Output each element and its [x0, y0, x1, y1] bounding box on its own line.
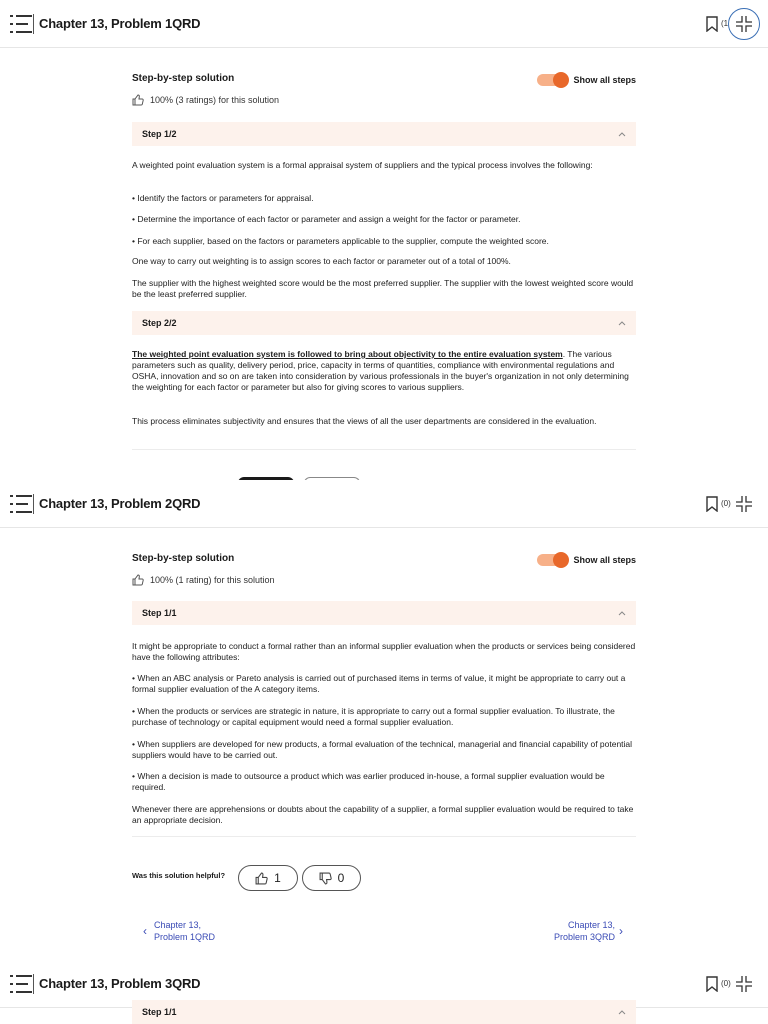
next-link-line1: Chapter 13, [567, 920, 615, 930]
dislike-button[interactable] [302, 865, 361, 891]
collapse-icon[interactable] [735, 495, 753, 513]
like-button[interactable] [238, 865, 298, 891]
chevron-up-icon [618, 130, 626, 138]
like-count: 1 [274, 871, 281, 885]
step-paragraph: The supplier with the highest weighted score would be the most preferred supplier. The supplier with the lowest weighted score would be the least preferred supplier. [132, 278, 634, 299]
step-label: Step 1/2 [142, 129, 177, 139]
bookmark-icon[interactable] [706, 496, 718, 512]
dislike-count: 0 [337, 871, 345, 885]
step-paragraph: • When suppliers are developed for new products, a formal evaluation of the technical, managerial and financial capability of potential suppliers would have to be carried out. [132, 739, 633, 760]
next-link-line2: Problem 3QRD [553, 932, 615, 942]
bookmark-count: (0) [721, 979, 731, 988]
sbs-title: Step-by-step solution [132, 553, 235, 564]
chevron-up-icon [618, 1008, 626, 1016]
toggle-switch[interactable] [537, 74, 567, 86]
thumbs-up-icon [132, 574, 144, 586]
solution-header [132, 552, 636, 592]
emphasis-rest: . The various parameters such as quality, delivery period, price, capacity in terms of quantities, compliance with environmental regulations and OSHA, innovation and so on are taken into consideration by various professionals in the buyer's organization in not only determining the weighting for each factor or parameter but also for giving scores to various suppliers. [132, 349, 629, 392]
next-problem-link[interactable] [549, 919, 615, 943]
step-paragraph: Whenever there are apprehensions or doubts about the capability of a supplier, a formal supplier evaluation would be required to take an appropriate decision. [132, 804, 634, 825]
prev-link-line1: Chapter 13, [154, 920, 202, 930]
rating [132, 574, 275, 586]
header-divider [33, 14, 34, 34]
step-paragraph: • When a decision is made to outsource a product which was earlier produced in-house, a formal supplier evaluation would be required. [132, 771, 605, 792]
problem-title: Chapter 13, Problem 1QRD [39, 16, 201, 31]
chevron-up-icon [618, 609, 626, 617]
section-header-1 [0, 0, 768, 48]
chevron-right-icon[interactable]: › [619, 924, 623, 938]
step-label: Step 1/1 [142, 608, 177, 618]
rating-text: 100% (1 rating) for this solution [150, 575, 275, 585]
step-paragraph: A weighted point evaluation system is a formal appraisal system of suppliers and the typical process involves the following: [132, 160, 593, 170]
thumbs-up-icon [255, 872, 268, 885]
problem-title: Chapter 13, Problem 3QRD [39, 976, 201, 991]
divider [132, 449, 636, 450]
step-2-2-bar[interactable] [132, 311, 636, 335]
header-divider [33, 494, 34, 514]
collapse-icon[interactable] [735, 975, 753, 993]
sbs-title: Step-by-step solution [132, 73, 235, 84]
step-paragraph: It might be appropriate to conduct a formal rather than an informal supplier evaluation when the products or services being considered have the following attributes: [132, 641, 636, 662]
solution-header [132, 72, 636, 112]
toggle-label: Show all steps [573, 555, 636, 565]
bookmark-count: (1 [721, 19, 729, 28]
step-label: Step 1/1 [142, 1007, 177, 1017]
chevron-left-icon[interactable]: ‹ [143, 924, 147, 938]
section-header-2 [0, 480, 768, 528]
step-paragraph: • Identify the factors or parameters for appraisal. [132, 193, 314, 203]
prev-problem-link[interactable] [154, 919, 215, 943]
bookmark-icon[interactable] [706, 16, 718, 32]
problem-title: Chapter 13, Problem 2QRD [39, 496, 201, 511]
rating-text: 100% (3 ratings) for this solution [150, 95, 280, 105]
show-all-steps-toggle[interactable] [537, 74, 636, 86]
step-paragraph-emphasis [132, 349, 636, 393]
step-paragraph: This process eliminates subjectivity and ensures that the views of all the user departments are considered in the evaluation. [132, 416, 597, 426]
chevron-up-icon [618, 319, 626, 327]
step-paragraph: One way to carry out weighting is to assign scores to each factor or parameter out of a total of 100%. [132, 256, 511, 266]
feedback-question: Was this solution helpful? [132, 871, 226, 880]
emphasis-text: The weighted point evaluation system is followed to bring about objectivity to the entire evaluation system [132, 349, 563, 359]
list-menu-icon[interactable] [10, 494, 32, 514]
step-paragraph: • Determine the importance of each factor or parameter and assign a weight for the factor or parameter. [132, 214, 521, 224]
step-label: Step 2/2 [142, 318, 177, 328]
header-divider [33, 974, 34, 994]
toggle-label: Show all steps [573, 75, 636, 85]
thumbs-up-icon [132, 94, 144, 106]
step-1-1-bar[interactable] [132, 601, 636, 625]
step-paragraph: • For each supplier, based on the factors or parameters applicable to the supplier, compute the weighted score. [132, 236, 549, 246]
step-paragraph: • When an ABC analysis or Pareto analysis is carried out of purchased items in terms of value, it might be appropriate to carry out a formal supplier evaluation of the A category items. [132, 673, 626, 694]
list-menu-icon[interactable] [10, 14, 32, 34]
bookmark-count: (0) [721, 499, 731, 508]
thumbs-down-icon [319, 872, 332, 885]
step-1-1-bar[interactable] [132, 1000, 636, 1024]
show-all-steps-toggle[interactable] [537, 554, 636, 566]
list-menu-icon[interactable] [10, 974, 32, 994]
divider [132, 836, 636, 837]
step-paragraph: • When the products or services are strategic in nature, it is appropriate to carry out a formal supplier evaluation. To illustrate, the purchase of technology or capital equipment would need a formal supplier evaluation. [132, 706, 615, 727]
step-1-2-bar[interactable] [132, 122, 636, 146]
bookmark-icon[interactable] [706, 976, 718, 992]
rating [132, 94, 279, 106]
collapse-icon[interactable] [735, 15, 753, 33]
prev-link-line2: Problem 1QRD [154, 932, 216, 942]
toggle-switch[interactable] [537, 554, 567, 566]
